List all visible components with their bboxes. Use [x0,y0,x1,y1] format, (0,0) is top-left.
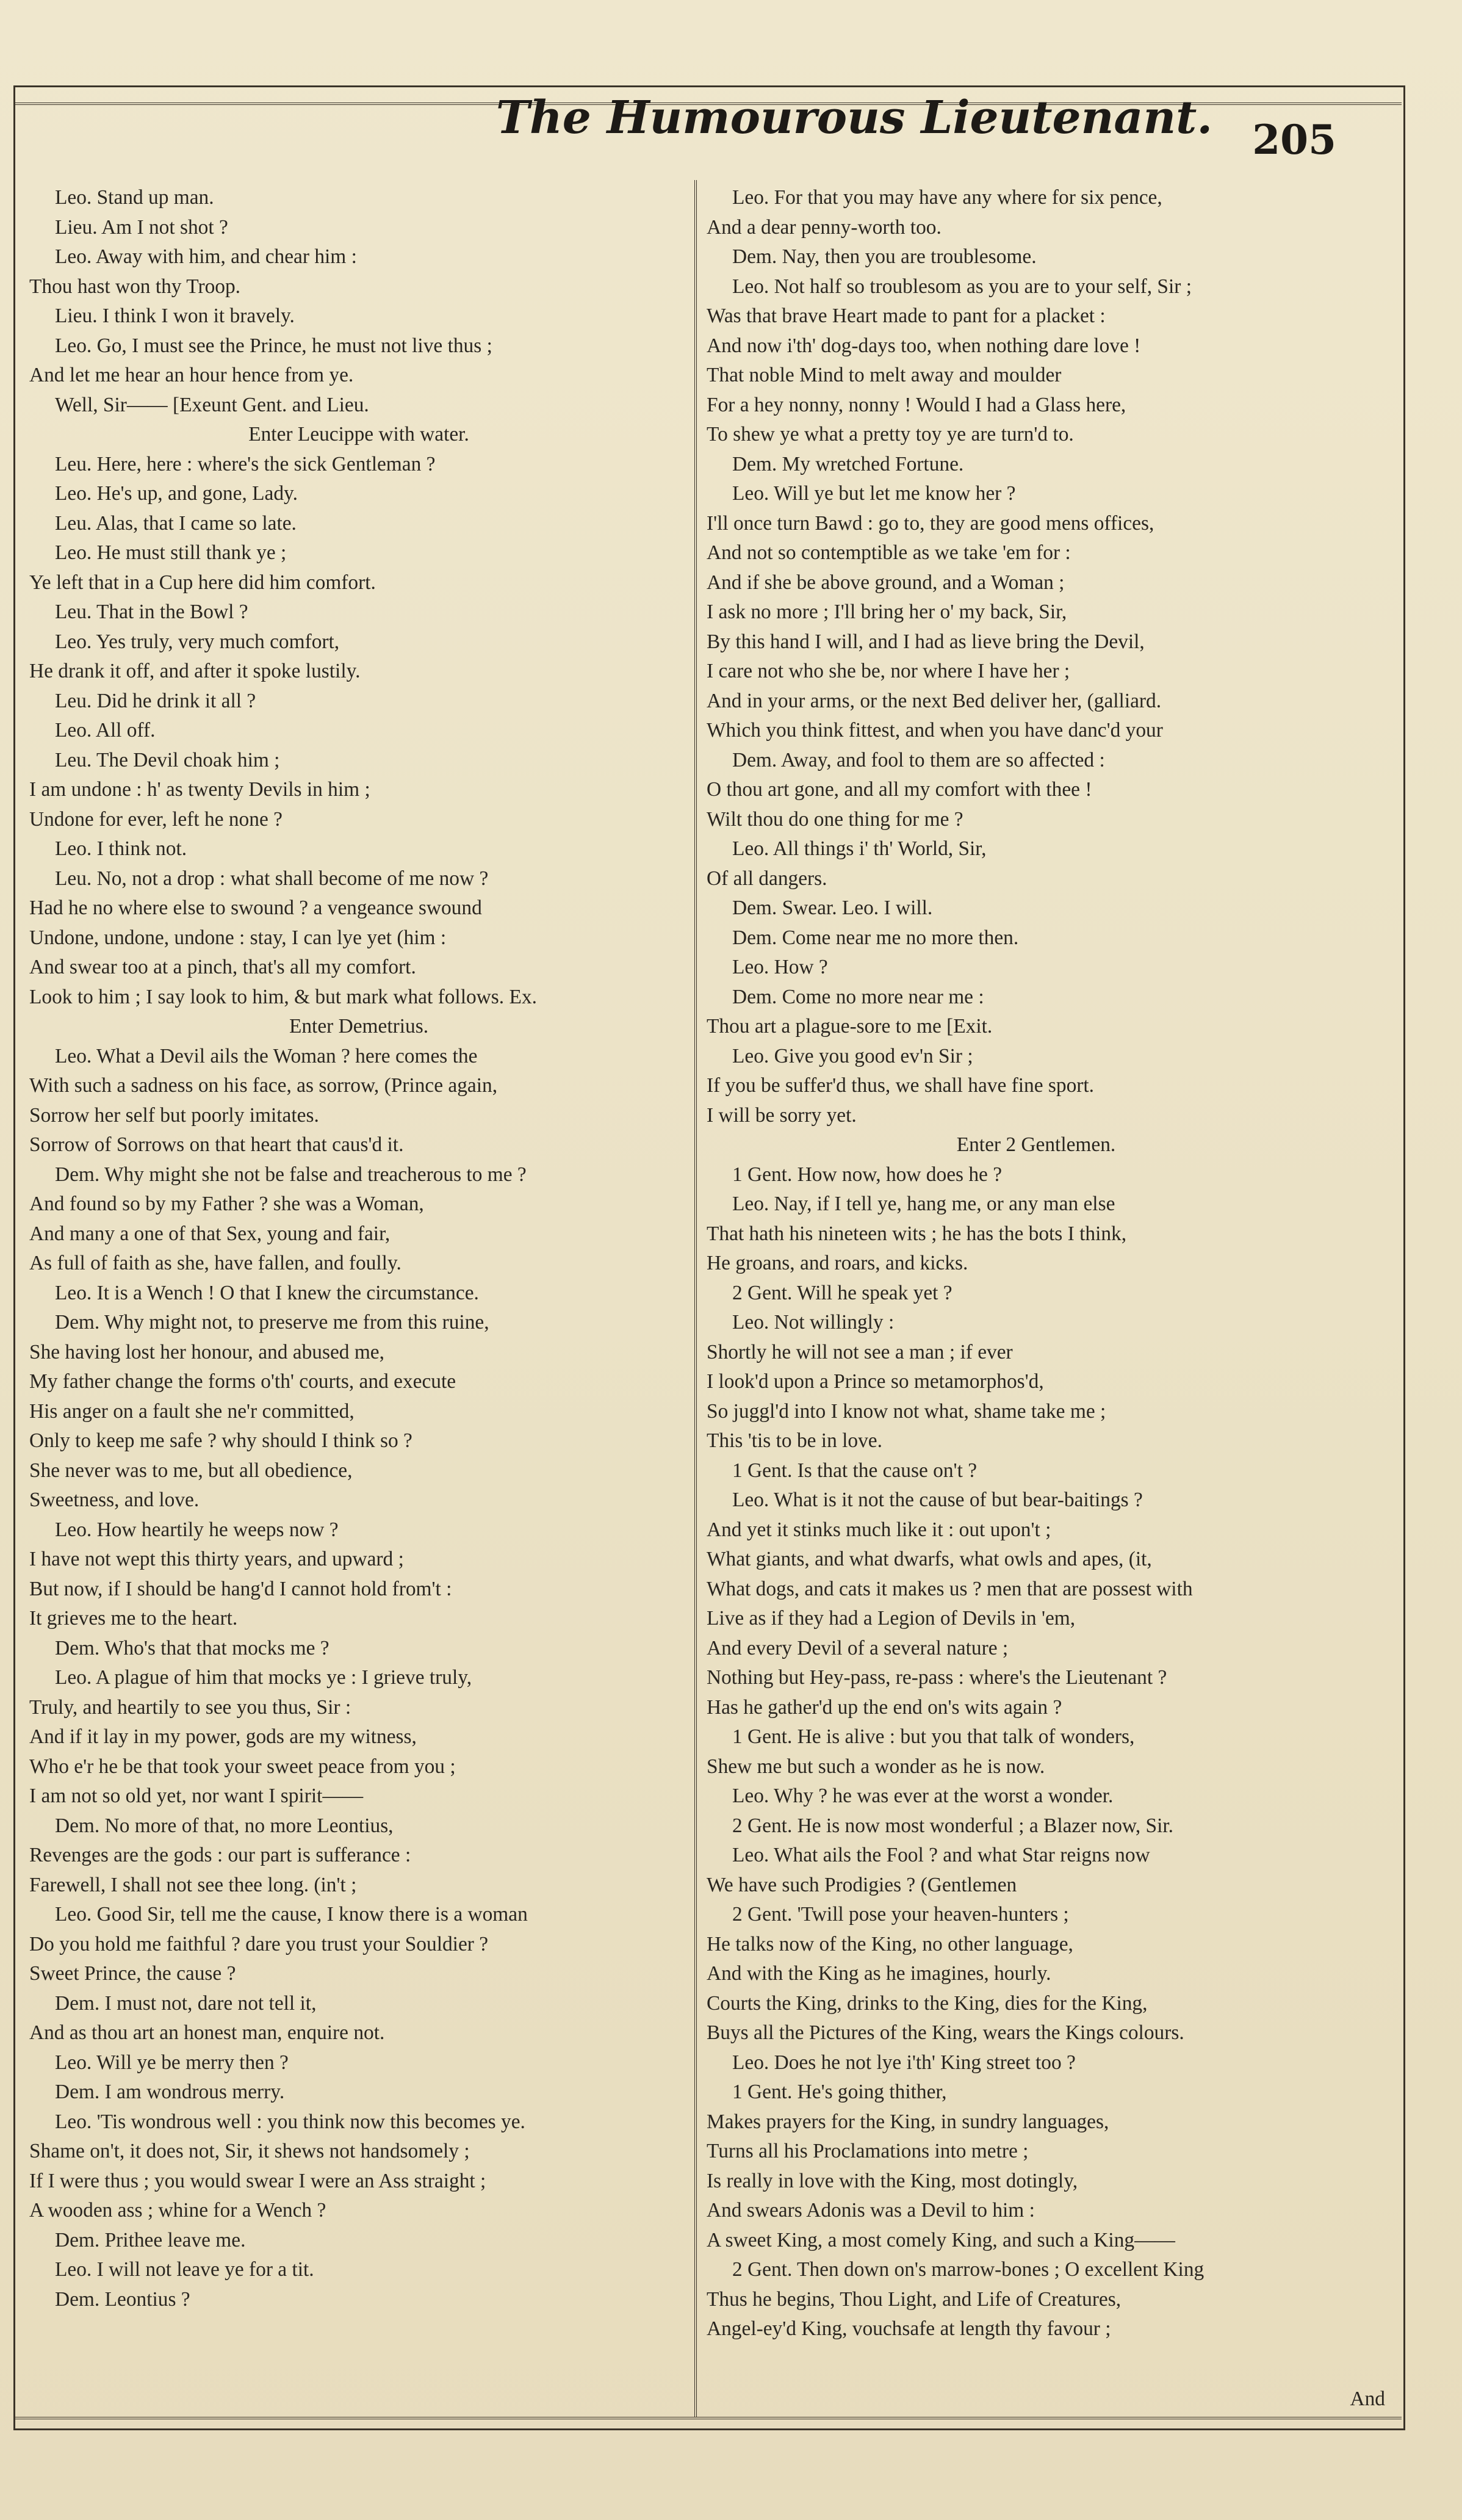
text-line: Lieu. Am I not shot ? [55,215,228,239]
text-line: But now, if I should be hang'd I cannot hold from't : [29,1577,452,1600]
text-line: Leo. Away with him, and chear him : [55,245,357,268]
text-line: Leo. Yes truly, very much comfort, [55,630,340,653]
text-line: Leo. Will ye be merry then ? [55,2051,289,2074]
text-line: I'll once turn Bawd : go to, they are good mens offices, [707,511,1154,535]
footer-rule [13,2417,1402,2419]
text-line: Leu. Alas, that I came so late. [55,511,297,535]
text-line: Sorrow of Sorrows on that heart that caus'd it. [29,1133,404,1156]
text-line: Leo. All things i' th' World, Sir, [732,837,987,860]
text-line: I look'd upon a Prince so metamorphos'd, [707,1370,1044,1393]
text-line: Leo. 'Tis wondrous well : you think now this becomes ye. [55,2110,525,2133]
text-line: Was that brave Heart made to pant for a placket : [707,305,1106,327]
text-line: Leo. What a Devil ails the Woman ? here comes the [55,1044,478,1067]
text-line: 2 Gent. Then down on's marrow-bones ; O excellent King [732,2258,1205,2281]
catchword: And [1350,2388,1385,2410]
text-line: Shortly he will not see a man ; if ever [707,1340,1013,1363]
text-line: Of all dangers. [707,867,827,890]
text-line: Has he gather'd up the end on's wits again ? [707,1695,1062,1719]
text-line: Thou art a plague-sore to me [Exit. [707,1015,993,1038]
text-line: Dem. Come no more near me : [732,985,984,1008]
text-line: Dem. Come near me no more then. [732,926,1019,949]
text-line: Lieu. I think I won it bravely. [55,305,295,327]
text-line: Shew me but such a wonder as he is now. [707,1755,1045,1778]
text-line: As full of faith as she, have fallen, and foully. [29,1252,402,1274]
text-line: He drank it off, and after it spoke lustily. [29,660,361,682]
stage-direction: Enter Demetrius. [289,1015,429,1038]
text-line: It grieves me to the heart. [29,1607,238,1630]
text-line: Turns all his Proclamations into metre ; [707,2140,1029,2162]
stage-direction: Enter Leucippe with water. [248,423,469,446]
text-line: Leo. For that you may have any where for six pence, [732,186,1162,209]
text-line: I am undone : h' as twenty Devils in him ; [29,778,370,801]
text-line: Sorrow her self but poorly imitates. [29,1103,319,1127]
text-line: 2 Gent. Will he speak yet ? [732,1281,952,1304]
text-line: Is really in love with the King, most dotingly, [707,2169,1078,2192]
text-line: Angel-ey'd King, vouchsafe at length thy favour ; [707,2317,1111,2340]
text-line: Leo. Give you good ev'n Sir ; [732,1044,973,1067]
text-line: Leo. It is a Wench ! O that I knew the circumstance. [55,1281,479,1304]
text-line: Dem. Swear. Leo. I will. [732,897,933,919]
text-line: So juggl'd into I know not what, shame take me ; [707,1399,1106,1423]
text-line: Leu. That in the Bowl ? [55,601,248,623]
text-line: Leo. Not half so troublesom as you are to your self, Sir ; [732,275,1192,298]
text-line: A sweet King, a most comely King, and such a King—— [707,2228,1175,2251]
text-line: A wooden ass ; whine for a Wench ? [29,2199,326,2222]
text-line: By this hand I will, and I had as lieve bring the Devil, [707,630,1145,653]
text-line: Look to him ; I say look to him, & but mark what follows. Ex. [29,985,537,1008]
text-line: Buys all the Pictures of the King, wears the Kings colours. [707,2021,1184,2044]
text-line: And swear too at a pinch, that's all my comfort. [29,956,416,978]
text-line: Thou hast won thy Troop. [29,275,241,298]
text-line: That hath his nineteen wits ; he has the bots I think, [707,1222,1127,1245]
text-line: And found so by my Father ? she was a Woman, [29,1193,424,1215]
left-column [29,183,688,2314]
text-line: And many a one of that Sex, young and fair, [29,1222,391,1245]
text-line: And now i'th' dog-days too, when nothing dare love ! [707,334,1141,357]
text-line: And not so contemptible as we take 'em for : [707,541,1071,564]
text-line: Dem. Away, and fool to them are so affected : [732,748,1105,771]
text-line: She having lost her honour, and abused me, [29,1340,384,1363]
text-line: Leo. Good Sir, tell me the cause, I know there is a woman [55,1903,528,1926]
text-line: Dem. Why might she not be false and treacherous to me ? [55,1163,527,1186]
text-line: He groans, and roars, and kicks. [707,1252,968,1274]
text-line: O thou art gone, and all my comfort with thee ! [707,778,1092,801]
page-number: 205 [1252,116,1336,164]
text-line: That noble Mind to melt away and moulder [707,364,1062,386]
text-line: Truly, and heartily to see you thus, Sir : [29,1695,351,1719]
text-line: And if it lay in my power, gods are my witness, [29,1725,417,1748]
text-line: Leu. No, not a drop : what shall become of me now ? [55,867,489,890]
text-line: Undone for ever, left he none ? [29,807,283,831]
text-line: Leu. Here, here : where's the sick Gentleman ? [55,452,436,475]
text-line: If I were thus ; you would swear I were an Ass straight ; [29,2169,486,2192]
text-line: He talks now of the King, no other language, [707,1932,1073,1955]
text-line: Leo. Not willingly : [732,1311,895,1334]
text-line: Which you think fittest, and when you have danc'd your [707,719,1163,742]
text-line: Thus he begins, Thou Light, and Life of Creatures, [707,2287,1122,2311]
running-title: The Humourous Lieutenant. [495,92,1213,144]
text-line: And yet it stinks much like it : out upon't ; [707,1518,1051,1541]
text-line: And if she be above ground, and a Woman ; [707,571,1065,594]
text-line: This 'tis to be in love. [707,1429,882,1452]
text-line: I will be sorry yet. [707,1103,857,1127]
text-line: Dem. Prithee leave me. [55,2228,246,2251]
text-line: Had he no where else to swound ? a vengeance swound [29,897,482,919]
text-line: Leo. I think not. [55,837,187,860]
text-line: Dem. My wretched Fortune. [732,452,964,475]
text-line: Leo. How heartily he weeps now ? [55,1518,339,1541]
text-line: I ask no more ; I'll bring her o' my back, Sir, [707,601,1067,623]
text-line: I am not so old yet, nor want I spirit—— [29,1785,364,1807]
text-line: Dem. Who's that that mocks me ? [55,1636,329,1659]
text-line: Leo. He must still thank ye ; [55,541,287,564]
text-line: Leu. The Devil choak him ; [55,748,280,771]
text-line: Leo. Stand up man. [55,186,214,209]
text-line: Undone, undone, undone : stay, I can lye yet (him : [29,926,447,949]
text-line: And every Devil of a several nature ; [707,1636,1009,1659]
text-line: Well, Sir—— [Exeunt Gent. and Lieu. [55,393,369,416]
text-line: Do you hold me faithful ? dare you trust your Souldier ? [29,1932,489,1955]
text-line: 1 Gent. How now, how does he ? [732,1163,1003,1186]
text-line: And in your arms, or the next Bed deliver her, (galliard. [707,689,1162,712]
text-line: Dem. No more of that, no more Leontius, [55,1814,394,1837]
text-line: Leo. He's up, and gone, Lady. [55,482,298,505]
text-line: What dogs, and cats it makes us ? men that are possest with [707,1577,1193,1600]
text-line: 1 Gent. Is that the cause on't ? [732,1459,978,1482]
text-line: Leo. Will ye but let me know her ? [732,482,1016,505]
text-line: Leo. All off. [55,719,156,742]
text-line: She never was to me, but all obedience, [29,1459,353,1482]
text-line: We have such Prodigies ? (Gentlemen [707,1873,1017,1896]
text-line: Dem. I must not, dare not tell it, [55,1991,317,2015]
text-line: To shew ye what a pretty toy ye are turn'd to. [707,423,1074,446]
text-line: And with the King as he imagines, hourly. [707,1962,1051,1985]
text-line: And as thou art an honest man, enquire not. [29,2021,385,2044]
text-line: I care not who she be, nor where I have her ; [707,660,1070,682]
text-line: Leo. I will not leave ye for a tit. [55,2258,314,2281]
text-line: If you be suffer'd thus, we shall have fine sport. [707,1074,1095,1097]
text-line: And a dear penny-worth too. [707,215,942,239]
text-line: Sweet Prince, the cause ? [29,1962,236,1985]
text-line: Shame on't, it does not, Sir, it shews not handsomely ; [29,2140,470,2162]
text-line: Dem. Nay, then you are troublesome. [732,245,1037,268]
text-line: Only to keep me safe ? why should I think so ? [29,1429,412,1452]
text-line: Leo. A plague of him that mocks ye : I grieve truly, [55,1666,472,1689]
text-line: Dem. Leontius ? [55,2287,190,2311]
text-line: Leo. Does he not lye i'th' King street too ? [732,2051,1076,2074]
text-line: Ye left that in a Cup here did him comfort. [29,571,376,594]
text-line: My father change the forms o'th' courts, and execute [29,1370,456,1393]
text-line: Leo. Go, I must see the Prince, he must not live thus ; [55,334,492,357]
column-divider [694,180,697,2417]
text-line: And let me hear an hour hence from ye. [29,364,354,386]
text-line: 2 Gent. He is now most wonderful ; a Blazer now, Sir. [732,1814,1174,1837]
text-line: And swears Adonis was a Devil to him : [707,2199,1035,2222]
right-column [707,183,1366,2344]
text-line: I have not wept this thirty years, and upward ; [29,1548,404,1570]
text-line: Leo. How ? [732,956,828,978]
text-line: Dem. I am wondrous merry. [55,2081,285,2103]
text-line: 2 Gent. 'Twill pose your heaven-hunters ; [732,1903,1069,1926]
text-line: Leu. Did he drink it all ? [55,689,256,712]
text-line: Leo. What ails the Fool ? and what Star reigns now [732,1844,1150,1866]
text-line: For a hey nonny, nonny ! Would I had a Glass here, [707,393,1126,416]
text-line: Dem. Why might not, to preserve me from this ruine, [55,1311,489,1334]
text-line: Makes prayers for the King, in sundry languages, [707,2110,1109,2133]
text-line: Farewell, I shall not see thee long. (in't ; [29,1873,357,1896]
text-line: Wilt thou do one thing for me ? [707,807,963,831]
text-line: Who e'r he be that took your sweet peace from you ; [29,1755,456,1778]
text-line: 1 Gent. He is alive : but you that talk of wonders, [732,1725,1135,1748]
text-line: What giants, and what dwarfs, what owls and apes, (it, [707,1548,1152,1570]
text-line: Courts the King, drinks to the King, dies for the King, [707,1991,1148,2015]
stage-direction: Enter 2 Gentlemen. [956,1133,1116,1156]
text-line: Leo. Why ? he was ever at the worst a wonder. [732,1785,1114,1807]
text-line: Nothing but Hey-pass, re-pass : where's the Lieutenant ? [707,1666,1167,1689]
text-line: Sweetness, and love. [29,1489,200,1511]
text-line: 1 Gent. He's going thither, [732,2081,947,2103]
text-line: Live as if they had a Legion of Devils in 'em, [707,1607,1076,1630]
text-line: Leo. What is it not the cause of but bear-baitings ? [732,1489,1143,1511]
text-line: With such a sadness on his face, as sorrow, (Prince again, [29,1074,498,1097]
text-line: His anger on a fault she ne'r committed, [29,1399,355,1423]
text-line: Leo. Nay, if I tell ye, hang me, or any man else [732,1193,1115,1215]
text-line: Revenges are the gods : our part is sufferance : [29,1844,411,1866]
